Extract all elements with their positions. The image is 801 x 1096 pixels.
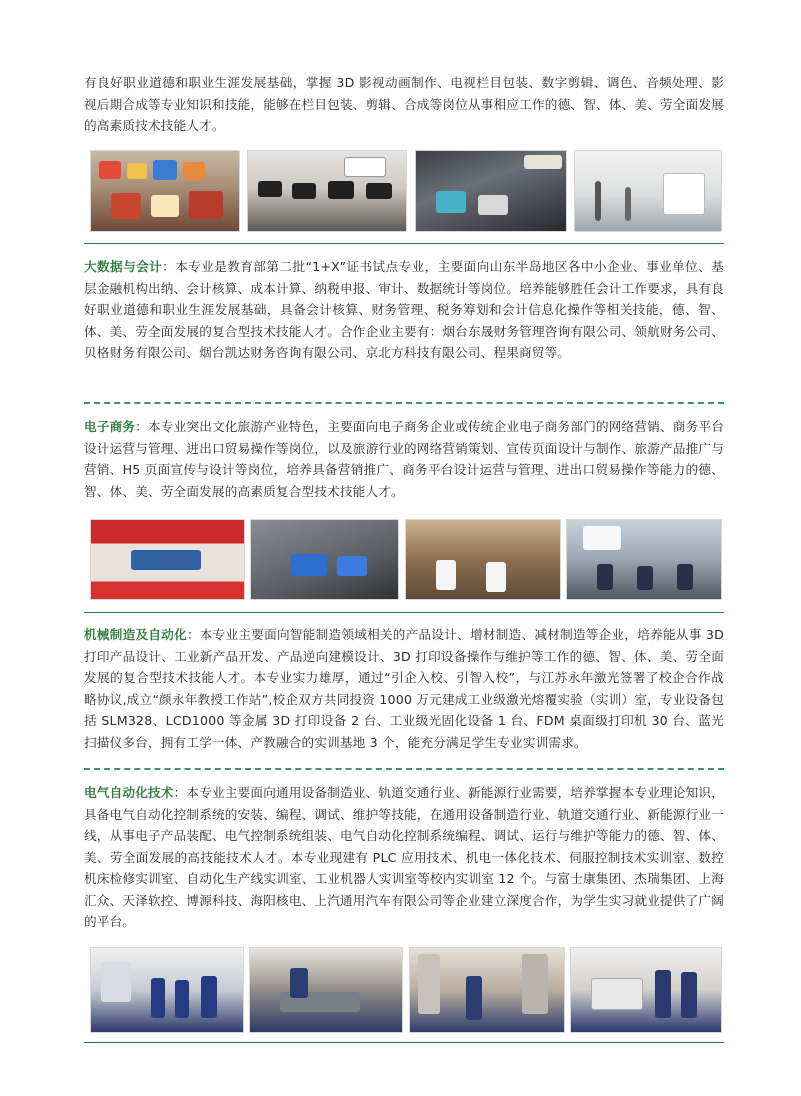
photo-row-media	[90, 150, 722, 230]
photo-control-cabinets	[409, 947, 565, 1033]
major-title: 电气自动化技术	[84, 785, 174, 800]
major-title: 电子商务	[84, 419, 136, 434]
major-description: ：本专业是教育部第二批“1+X”证书试点专业，主要面向山东半岛地区各中小企业、事业单位、基层金融机构出纳、会计核算、成本计算、纳税申报、审计、数据统计等岗位。培养能够胜任会计工作要求，具有良好职业道德和职业生涯发展基础，具备会计核算、财务管理、税务筹划和会计信息化操作等相关技能，德、智、体、美、劳全面发展的复合型技术技能人才。合作企业主要有：烟台东晟财务管理咨询有限公司、领航财务公司、贝格财务有限公司、烟台凯达财务咨询有限公司、京北方科技有限公司、程果商贸等。	[84, 259, 724, 360]
intro-paragraph	[84, 72, 724, 137]
section-divider-dashed	[84, 402, 724, 404]
photo-row-electrical	[90, 947, 722, 1031]
major-electrical-automation	[84, 782, 724, 933]
photo-lab-equipment	[570, 947, 722, 1033]
photo-classroom-study	[566, 519, 722, 600]
photo-computer-lab	[247, 150, 407, 232]
major-e-commerce	[84, 416, 724, 502]
major-description: ：本专业主要面向通用设备制造业、轨道交通行业、新能源行业需要，培养掌握本专业理论知识，具备电气自动化控制系统的安装、编程、调试、维护等技能，在通用设备制造行业、轨道交通行业、新能源行业一线，从事电子产品装配、电气控制系统组装、电气自动化控制系统编程、调试、运行与维护等能力的德、智、体、美、劳全面发展的高技能技术人才。本专业现建有 PLC 应用技术、机电一体化技术、伺服控制技术实训室、数控机床检修实训室、自动化生产线实训室、工业机器人实训室等校内实训室 12 个。与富士康集团、杰瑞集团、上海汇众、天泽软控、博源科技、海阳核电、上汽通用汽车有限公司等企业建立深度合作，为学生实习就业提供了广阔的平台。	[84, 785, 724, 929]
section-divider-solid	[84, 243, 724, 244]
photo-production-studio	[415, 150, 567, 232]
major-big-data-accounting	[84, 256, 724, 364]
major-title: 机械制造及自动化	[84, 627, 187, 642]
photo-row-ecommerce	[90, 519, 722, 598]
photo-robot-training	[90, 947, 244, 1033]
photo-equipment-assembly	[249, 947, 403, 1033]
major-mechanical-manufacturing	[84, 624, 724, 753]
photo-ecommerce-event	[90, 519, 245, 600]
photo-filming-set	[574, 150, 722, 232]
section-divider-dashed	[84, 768, 724, 770]
major-description: ：本专业突出文化旅游产业特色，主要面向电子商务企业或传统企业电子商务部门的网络营销、商务平台设计运营与管理、进出口贸易操作等岗位，以及旅游行业的网络营销策划、宣传页面设计与制作、旅游产品推广与营销、H5 页面宣传与设计等岗位，培养具备营销推广、商务平台设计运营与管理、进出口贸易操作等能力的德、智、体、美、劳全面发展的高素质复合型技术技能人才。	[84, 419, 724, 499]
section-divider-solid	[84, 612, 724, 613]
major-description: ：本专业主要面向智能制造领域相关的产品设计、增材制造、减材制造等企业，培养能从事 3D 打印产品设计、工业新产品开发、产品逆向建模设计、3D 打印设备操作与维护等工作的德、智、体、美、劳全面发展的复合型技术技能人才。本专业实力雄厚，通过“引企入校、引智入校”，与江苏永年激光签署了校企合作战略协议,成立“颜永年教授工作站”,校企双方共同投资 1000 万元建成工业级激光熔覆实验（实训）室，专业设备包括 SLM328、LCD1000 等金属 3D 打印设备 2 台、工业级光固化设备 1 台、FDM 桌面级打印机 30 台、蓝光扫描仪多台，拥有工学一体、产教融合的实训基地 3 个，能充分满足学生专业实训需求。	[84, 627, 724, 750]
photo-art-exhibit	[90, 150, 240, 232]
photo-classroom-workshop	[405, 519, 561, 600]
intro-text: 有良好职业道德和职业生涯发展基础，掌握 3D 影视动画制作、电视栏目包装、数字剪辑、调色、音频处理、影视后期合成等专业知识和技能，能够在栏目包装、剪辑、合成等岗位从事相应工作的德、智、体、美、劳全面发展的高素质技术技能人才。	[84, 75, 724, 133]
major-title: 大数据与会计	[84, 259, 163, 274]
section-divider-solid	[84, 1042, 724, 1043]
photo-students-computers	[250, 519, 399, 600]
